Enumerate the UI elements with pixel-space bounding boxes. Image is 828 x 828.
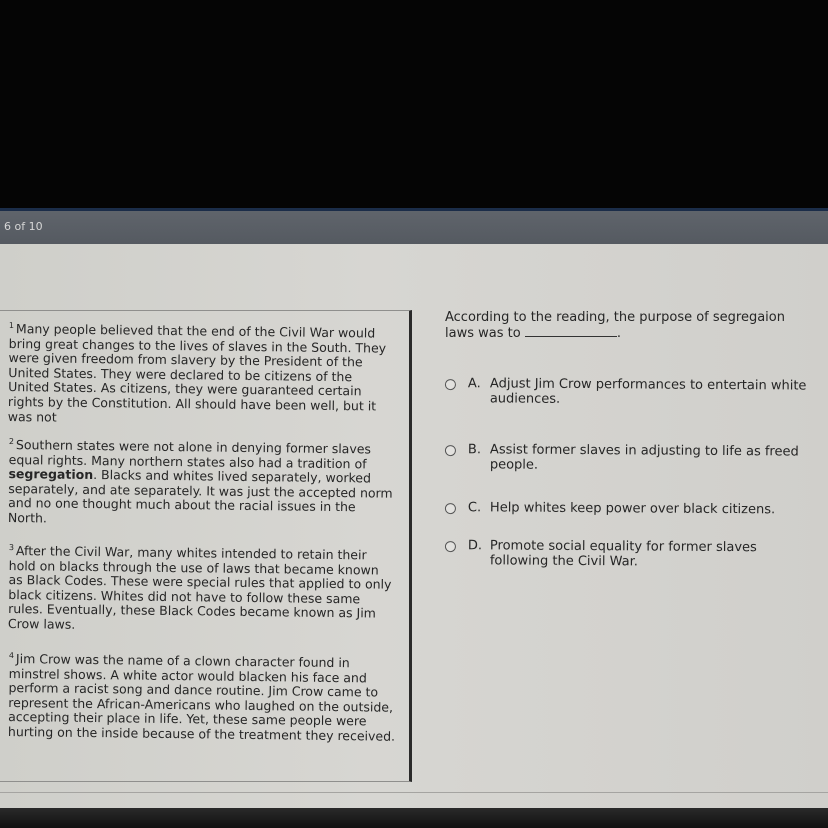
question-stem [445,310,805,341]
question-text: According to the reading, the purpose of segregaion laws was to [445,310,785,341]
paragraph-text: Southern states were not alone in denying former slaves equal rights. Many northern states also had a tradition of [8,437,372,471]
screen [0,208,828,808]
reading-passage-panel[interactable] [0,310,412,782]
paragraph-number: 3 [8,542,15,553]
question-counter: 6 of 10 [4,220,43,233]
content-area [0,244,828,808]
choice-letter: B. [467,442,482,458]
answer-choice-b[interactable] [440,442,810,479]
paragraph-number: 1 [8,320,15,331]
radio-button-icon[interactable] [445,445,456,456]
paragraph-number: 2 [8,436,15,447]
passage-paragraph-1 [8,319,397,429]
radio-button-icon[interactable] [445,541,456,552]
screen-bezel-bottom [0,808,828,828]
progress-header [0,211,828,244]
paragraph-text: . Blacks and whites lived separately, worked separately, and ate separately. It was just the accepted norm and no one thought much about the racial issues in the North. [7,467,393,526]
radio-button-icon[interactable] [445,503,456,514]
choice-text: Assist former slaves in adjusting to life as freed people. [489,442,799,473]
passage-paragraph-2 [8,435,397,530]
answer-choice-a[interactable] [440,376,810,413]
answer-choice-c[interactable] [440,500,810,537]
choice-text: Promote social equality for former slaves following the Civil War. [489,538,757,570]
choice-letter: A. [467,376,481,392]
paragraph-number: 4 [8,650,15,661]
passage-paragraph-3 [8,541,397,636]
footer-divider [0,792,828,793]
vocabulary-term: segregation [8,466,94,483]
choice-text: Adjust Jim Crow performances to entertain white audiences. [489,376,807,407]
paragraph-text: After the Civil War, many whites intended to retain their hold on blacks through the use of laws that became known as Black Codes. These were special rules that applied to only black citizens. Whites did not have to follow these same rules. Eventually, these Black Codes became known as Jim Crow laws. [7,543,392,632]
radio-button-icon[interactable] [445,379,456,390]
question-end: . [616,326,621,341]
choice-letter: D. [467,538,483,554]
paragraph-text: Jim Crow was the name of a clown character found in minstrel shows. A white actor would blacken his face and perform a racist song and dance routine. Jim Crow came to represent the African-Americans who laughed on the outside, accepting their place in life. Yet, these same people were hurting on the inside because of the treatment they received. [7,651,396,744]
passage-paragraph-4 [8,649,397,744]
answer-choice-d[interactable] [440,538,810,575]
choice-letter: C. [467,500,482,516]
choice-text: Help whites keep power over black citizens. [489,500,776,518]
paragraph-text: Many people believed that the end of the Civil War would bring great changes to the lives of slaves in the South. They were given freedom from slavery by the President of the United States. They were declared to be citizens of the United States. As citizens, they were guaranteed certain rights by the Constitution. All should have been well, but it was not [7,321,387,425]
answer-blank [525,325,617,337]
